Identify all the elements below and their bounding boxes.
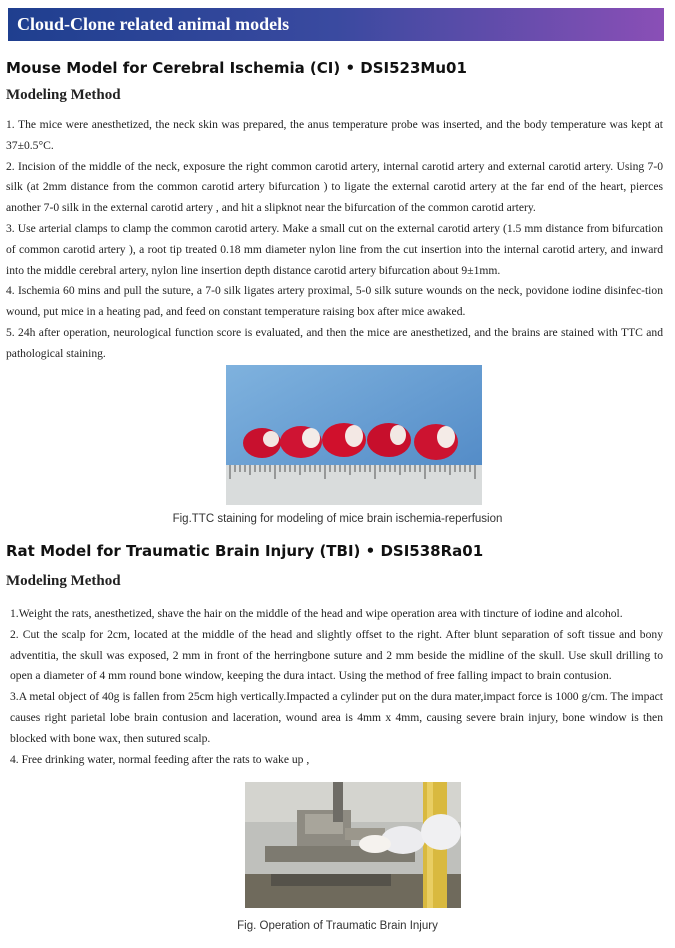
section2-step-3: 3.A metal object of 40g is fallen from 25cm high vertically.Impacted a cylinder put on the dura mater,impact force is 1000 g/cm. The impact causes right parietal lobe brain contusion and laceration, wound area is 4mm x 4mm, causing severe brain injury, bone window is then blocked with bone wax, then sutured scalp. [10,690,663,745]
banner-title: Cloud-Clone related animal models [8,8,664,41]
section2-step-2: 2. Cut the scalp for 2cm, located at the middle of the head and slightly offset to the right. After blunt separation of soft tissue and bony adventitia, the skull was exposed, 2 mm in front of the herringbone suture and 2 mm beside the midline of the skull. Use skull drilling to open a diameter of 4 mm round bone window, keeping the dura intact. Using the method of free falling impact to brain contusion. [10,627,663,683]
section2-title: Rat Model for Traumatic Brain Injury (TBI) • DSI538Ra01 [6,542,484,560]
ttc-brain-slices-image [226,365,482,505]
section2-step-1: 1.Weight the rats, anesthetized, shave the hair on the middle of the head and wipe operation area with tincture of iodine and alcohol. [10,607,623,620]
section1-subtitle: Modeling Method [6,87,121,103]
section1-title: Mouse Model for Cerebral Ischemia (CI) • DSI523Mu01 [6,59,467,77]
tbi-operation-image [245,782,461,908]
section1-step-1: 1. The mice were anesthetized, the neck skin was prepared, the anus temperature probe was inserted, and the body temperature was kept at 37±0.5°C. [6,118,663,152]
section2-step-4: 4. Free drinking water, normal feeding after the rats to wake up , [10,752,310,766]
section1-step-3: 3. Use arterial clamps to clamp the common carotid artery. Make a small cut on the external carotid artery (1.5 mm distance from bifurcation of common carotid artery ), a root tip treated 0.18 mm diameter nylon line from the cut insertion into the internal carotid artery, and inward into the middle cerebral artery, nylon line insertion depth distance carotid artery bifurcation about 9±1mm. [6,221,663,277]
figure2-caption: Fig. Operation of Traumatic Brain Injury [237,920,438,932]
section1-step-4: 4. Ischemia 60 mins and pull the suture, a 7-0 silk ligates artery proximal, 5-0 silk suture wounds on the neck, povidone iodine disinfec-tion wound, put mice in a heating pad, and feed on constant temperature raising box after mice awaked. [6,284,663,319]
section1-steps [6,115,663,365]
section1-step-5: 5. 24h after operation, neurological function score is evaluated, and then the mice are anesthetized, and the brains are stained with TTC and pathological staining. [6,325,663,360]
section1-step-2: 2. Incision of the middle of the neck, exposure the right common carotid artery, internal carotid artery and external carotid artery. Using 7-0 silk (at 2mm distance from the common carotid artery bifurcation ) to ligate the external carotid artery at the far end of the heart, pierces another 7-0 silk in the external carotid artery , and hit a slipknot near the bifurcation of the common carotid artery. [6,159,663,215]
section2-steps [10,604,663,770]
figure1-caption: Fig.TTC staining for modeling of mice brain ischemia-reperfusion [172,513,503,525]
section2-subtitle: Modeling Method [6,573,121,589]
